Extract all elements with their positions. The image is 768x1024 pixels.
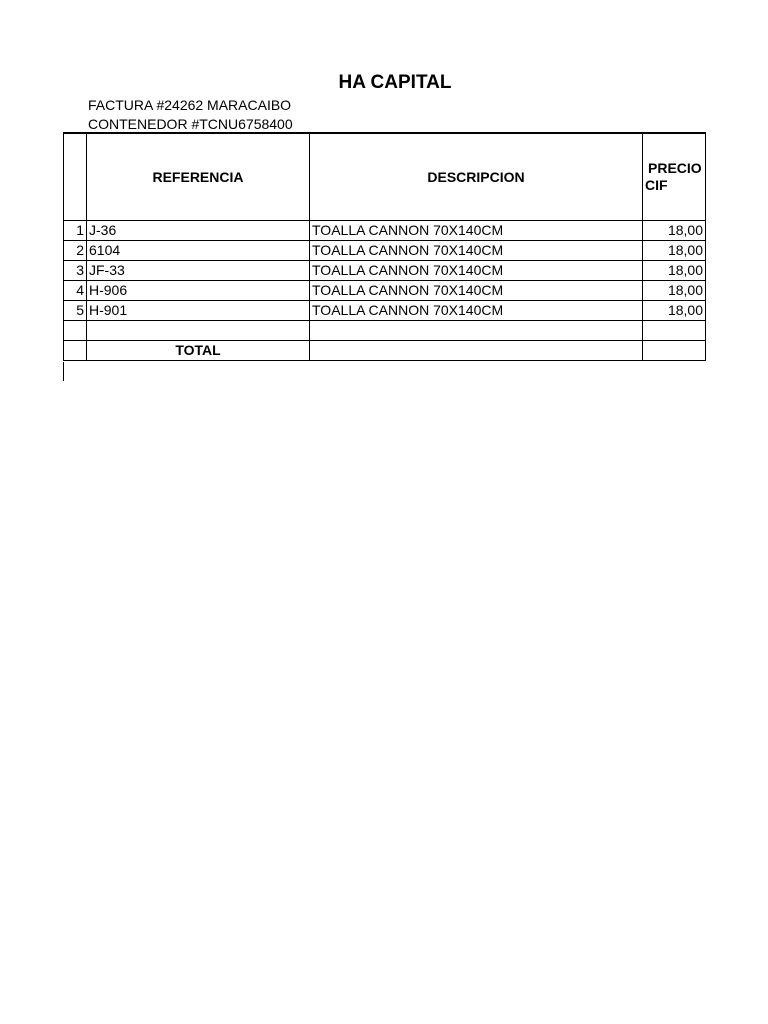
container-line: CONTENEDOR #TCNU6758400 <box>88 116 293 132</box>
row-precio: 18,00 <box>643 301 706 321</box>
row-precio: 18,00 <box>643 241 706 261</box>
row-descripcion: TOALLA CANNON 70X140CM <box>310 301 643 321</box>
row-referencia: JF-33 <box>87 261 310 281</box>
empty-cell <box>310 321 643 341</box>
table-row <box>64 241 706 261</box>
invoice-table <box>63 132 706 361</box>
table-header <box>64 133 706 221</box>
row-descripcion: TOALLA CANNON 70X140CM <box>310 221 643 241</box>
empty-cell <box>643 321 706 341</box>
row-precio: 18,00 <box>643 261 706 281</box>
total-desc-cell <box>310 341 643 361</box>
header-precio-cif <box>643 133 706 221</box>
row-referencia: 6104 <box>87 241 310 261</box>
header-precio-line1: PRECIO <box>648 160 702 176</box>
table-row <box>64 281 706 301</box>
row-number: 2 <box>64 241 87 261</box>
row-number: 1 <box>64 221 87 241</box>
header-referencia: REFERENCIA <box>87 133 310 221</box>
row-descripcion: TOALLA CANNON 70X140CM <box>310 241 643 261</box>
row-number: 5 <box>64 301 87 321</box>
row-number: 3 <box>64 261 87 281</box>
empty-row <box>64 321 706 341</box>
table-row <box>64 221 706 241</box>
table-row <box>64 301 706 321</box>
header-precio-line2: CIF <box>645 177 668 193</box>
table-body <box>64 221 706 361</box>
total-num-cell <box>64 341 87 361</box>
header-row <box>64 133 706 221</box>
row-referencia: H-901 <box>87 301 310 321</box>
row-referencia: J-36 <box>87 221 310 241</box>
row-number: 4 <box>64 281 87 301</box>
row-precio: 18,00 <box>643 281 706 301</box>
row-referencia: H-906 <box>87 281 310 301</box>
document-title: HA CAPITAL <box>338 72 452 93</box>
header-descripcion: DESCRIPCION <box>310 133 643 221</box>
header-num <box>64 133 87 221</box>
row-descripcion: TOALLA CANNON 70X140CM <box>310 281 643 301</box>
invoice-line: FACTURA #24262 MARACAIBO <box>88 97 292 113</box>
total-label: TOTAL <box>87 341 310 361</box>
total-value-cell <box>643 341 706 361</box>
table-left-border-tail <box>63 362 64 381</box>
row-precio: 18,00 <box>643 221 706 241</box>
empty-cell <box>87 321 310 341</box>
row-descripcion: TOALLA CANNON 70X140CM <box>310 261 643 281</box>
total-row <box>64 341 706 361</box>
table-row <box>64 261 706 281</box>
empty-cell <box>64 321 87 341</box>
